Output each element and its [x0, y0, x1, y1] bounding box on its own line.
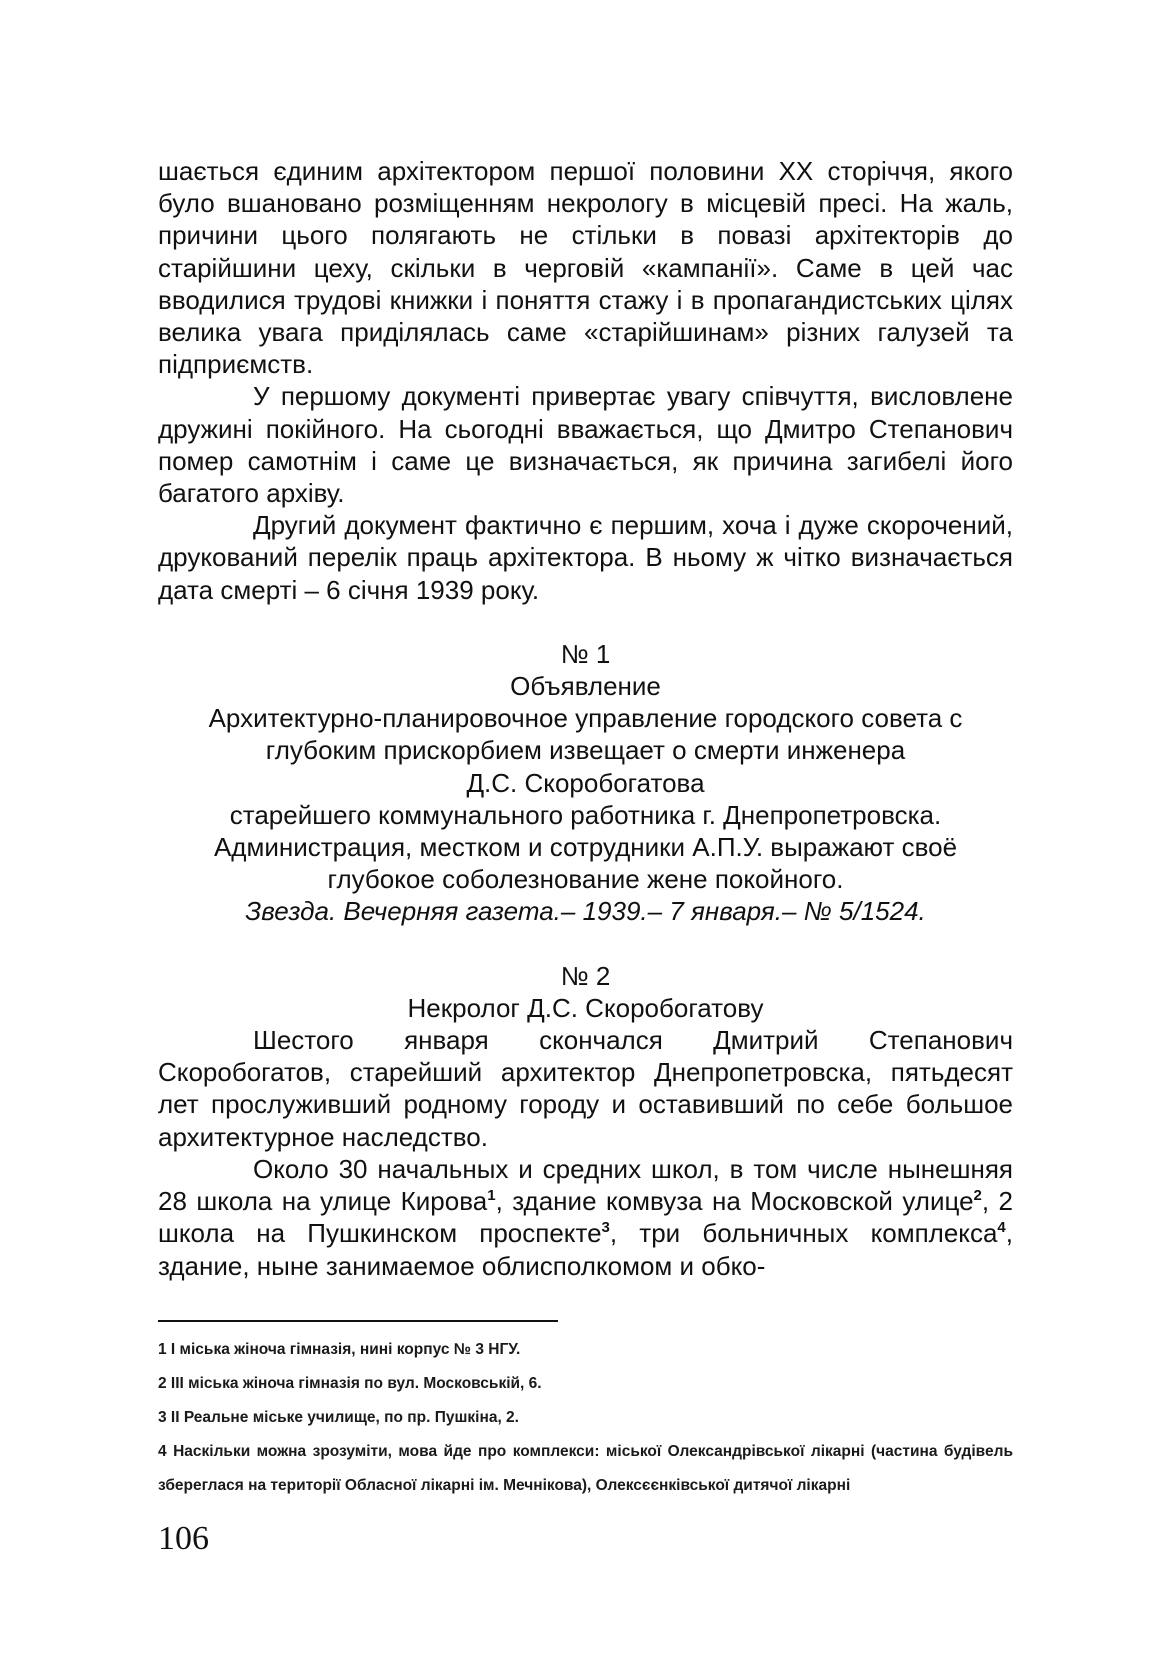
text-run: , здание, ныне занимаемое облисполкомом и обко- [158, 1218, 1013, 1281]
doc1-line: старейшего коммунального работника г. Днепропетровска. [229, 799, 942, 830]
doc1-line: Администрация, местком и сотрудники А.П.У. выражают своё [213, 832, 958, 863]
doc2-paragraph-schools [158, 1153, 1013, 1282]
doc1-line: Д.С. Скоробогатова [466, 767, 705, 798]
footnote-ref-1[interactable]: 1 [487, 1187, 496, 1205]
doc2-title: Некролог Д.С. Скоробогатову [407, 992, 764, 1023]
footnote-2: 2 ІІІ міська жіноча гімназія по вул. Московській, 6. [158, 1375, 542, 1392]
text-run: , здание комвуза на Московской улице [495, 1186, 974, 1217]
doc1-title: Объявление [510, 671, 661, 702]
footnote-ref-4[interactable]: 4 [997, 1219, 1006, 1237]
doc1-source: Звезда. Вечерняя газета.– 1939.– 7 января.– № 5/1524. [245, 896, 926, 927]
text-run: Около 30 начальных и средних школ, в том числе нынешняя 28 школа на улице Кирова [158, 1153, 1013, 1217]
footnote-3: 3 ІІ Реальне міське училище, по пр. Пушкіна, 2. [158, 1409, 519, 1426]
doc1-line: глубокое соболезнование жене покойного. [327, 864, 844, 895]
doc2-paragraph: Шестого января скончался Дмитрий Степанович Скоробогатов, старейший архитектор Днепропетровска, пятьдесят лет прослуживший родному городу и оставивший по себе большое архитектурное наследство. [158, 1025, 1013, 1152]
footnote-ref-2[interactable]: 2 [973, 1187, 982, 1205]
doc2-number: № 2 [560, 960, 611, 991]
document-2 [158, 960, 1013, 1282]
paragraph-first-document: У першому документі привертає увагу співчуття, висловлене дружині покійного. На сьогодні вважається, що Дмитро Степанович помер самотнім і саме це визначається, як причина загибелі його багатого архіву. [158, 381, 1013, 509]
page-number: 106 [158, 1520, 209, 1557]
footnote-ref-3[interactable]: 3 [601, 1219, 610, 1237]
footnotes [158, 1333, 1013, 1503]
doc1-number: № 1 [560, 638, 611, 669]
footnote-1: 1 І міська жіноча гімназія, нині корпус № 3 НГУ. [158, 1341, 521, 1358]
doc1-line: Архитектурно-планировочное управление городского совета с [208, 703, 963, 734]
main-text [158, 155, 1013, 1282]
paragraph-continuation: шається єдиним архітектором першої половини XX сторіччя, якого було вшановано розміщенням некрологу в місцевій пресі. На жаль, причини цього полягають не стільки в повазі архітекторів до старійшини цеху, скільки в черговій «кампанії». Саме в цей час вводилися трудові книжки і поняття стажу і в пропагандистських цілях велика увага приділялась саме «старійшинам» різних галузей та підприємств. [158, 156, 1013, 380]
paragraph-second-document: Другий документ фактично є першим, хоча і дуже скорочений, друкований перелік праць архітектора. В ньому ж чітко визначається дата смерті – 6 січня 1939 року. [158, 510, 1013, 605]
text-run: , три больничных комплекса [609, 1218, 998, 1249]
footnote-divider [158, 1320, 558, 1322]
doc1-line: глубоким прискорбием извещает о смерти инженера [265, 735, 906, 766]
text-run: , 2 школа на Пушкинском проспекте [158, 1186, 1013, 1249]
footnote-4: 4 Наскільки можна зрозуміти, мова йде про комплекси: міської Олександрівської лікарні (частина будівель збереглася на території Обласної лікарні ім. Мечнікова), Олексєєнківської дитячої лікарні [158, 1443, 1013, 1494]
document-1 [158, 638, 1013, 928]
